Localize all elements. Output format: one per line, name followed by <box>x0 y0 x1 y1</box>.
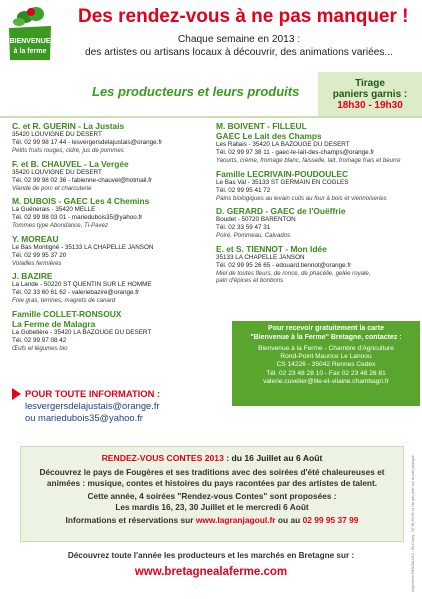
contes-dates-line1: Cette année, 4 soirées "Rendez-vous Contes" sont proposées : <box>87 491 337 501</box>
producer-entry <box>12 121 212 155</box>
resa-phone: 02 99 95 37 99 <box>302 515 359 525</box>
contes-heading-dates: : du 16 Juillet au 6 Août <box>223 453 323 463</box>
producer-address: La Lande - 50220 ST QUENTIN SUR LE HOMME <box>12 281 152 289</box>
arrow-right-icon <box>12 388 21 400</box>
producer-products: pain d'épices et bonbons <box>216 277 284 285</box>
tirage-line2: paniers garnis : <box>332 89 408 100</box>
producers-right-column <box>216 121 420 289</box>
producer-entry <box>12 234 212 268</box>
producer-contact: Tél. 02 99 95 41 72 <box>216 186 271 194</box>
producer-entry <box>12 271 212 305</box>
cta-line2: "Bienvenue à la Ferme" Bretagne, contactez : <box>250 333 402 341</box>
printer-credit <box>411 452 419 592</box>
tirage-time: 18h30 - 19h30 <box>337 100 403 111</box>
tirage-line1: Tirage <box>355 78 385 89</box>
page-title: Des rendez-vous à ne pas manquer ! <box>78 6 409 27</box>
producer-name: Famille LECRIVAIN-POUDOULEC <box>216 168 348 179</box>
logo-line2: à la ferme <box>13 48 47 55</box>
producer-products: Œufs et légumes bio <box>12 344 68 352</box>
contes-description: Découvrez le pays de Fougères et ses traditions avec des soirées d'été chaleureuses et animées : musique, contes et histoires du pays racontées par des artistes de talent. <box>39 467 385 488</box>
cta-email-link[interactable]: valerie.cuvelier@ille-et-vilaine.chambagri.fr <box>263 377 389 385</box>
producers-left-column <box>12 121 212 357</box>
producer-contact: Tél. 02 33 60 61 62 - valeriebazire@orange.fr <box>12 289 140 297</box>
resa-prefix: Informations et réservations sur <box>65 515 196 525</box>
producer-name: M. DUBOIS - GAEC Les 4 Chemins <box>12 196 150 207</box>
producer-address: Boudet - 50720 BARENTON <box>216 216 296 224</box>
producer-entry <box>216 206 420 240</box>
producer-address: Le Bas Val - 35133 ST GERMAIN EN COGLES <box>216 178 349 186</box>
carte-request-box <box>232 321 420 406</box>
producer-products: Viande de porc et charcuterie <box>12 184 92 192</box>
producer-entry <box>12 196 212 230</box>
producer-products: Petits fruits rouges, cidre, jus de pommes <box>12 147 124 154</box>
bottom-website-link[interactable]: www.bretagnealaferme.com <box>134 566 288 578</box>
producer-name: Y. MOREAU <box>12 233 59 244</box>
intro-text <box>60 33 418 59</box>
producer-address: Le Bas Montigné - 35133 LA CHAPELLE JANSON <box>12 243 154 251</box>
producer-contact: Tél. 02 33 59 47 31 <box>216 224 271 232</box>
producer-contact: Tél. 02 99 95 37 20 <box>12 251 67 259</box>
cta-address-2: Rond-Point Maurice Le Lannou <box>280 353 372 361</box>
producer-address: 35420 LOUVIGNE DU DESERT <box>12 168 102 176</box>
bienvenue-a-la-ferme-logo <box>6 4 54 62</box>
producer-products: Volailles fermières <box>12 259 62 267</box>
producer-products: Poiré, Pommeau, Calvados <box>216 232 291 240</box>
cta-line1: Pour recevoir gratuitement la carte <box>268 325 384 332</box>
producer-contact: Tél. 02 99 95 26 65 - edouard.tiennot@orange.fr <box>216 261 352 269</box>
producer-name: D. GERARD - GAEC de l'Ouëffrie <box>216 206 346 217</box>
producer-address: La Gobetière - 35420 LA BAZOUGE DU DESERT <box>12 328 152 336</box>
producer-contact: Tél. 02 99 98 02 36 - fabienne-chauvel@hotmail.fr <box>12 176 153 184</box>
producer-address: Les Rallais - 35420 LA BAZOUGE DU DESERT <box>216 141 350 148</box>
producer-entry <box>12 309 212 353</box>
producer-farm-name: GAEC Le Lait des Champs <box>216 131 322 141</box>
producer-contact: Tél. 02 99 97 08 42 <box>12 336 67 344</box>
producer-farm-name: La Ferme de Malagra <box>12 318 96 329</box>
producer-name: E. et S. TIENNOT - Mon Idée <box>216 243 327 254</box>
rendez-vous-contes-box <box>20 446 404 542</box>
producer-name: C. et R. GUERIN - La Justais <box>12 121 125 131</box>
producers-section-title: Les producteurs et leurs produits <box>92 84 300 99</box>
producer-products: Pains biologiques au levain cuits au four à bois et viennoiseries <box>216 194 387 202</box>
resa-mid: ou au <box>275 515 303 525</box>
contes-heading <box>29 452 395 464</box>
producer-contact: Tél. 02 99 98 17 44 - lesvergersdelajustais@orange.fr <box>12 139 163 146</box>
producer-products: Foie gras, terrines, magrets de canard <box>12 297 116 305</box>
contes-heading-red: RENDEZ-VOUS CONTES 2013 <box>101 453 224 463</box>
information-block <box>12 388 222 423</box>
producer-name: J. BAZIRE <box>12 271 53 282</box>
producer-products: Miel de toutes fleurs, de ronce, de phacélie, gelée royale, <box>216 269 371 277</box>
printer-credit-text: Imprimerie DESSALLES - 50 Ducey - 02 96 25 66 44 Ne pas jeter sur la voie publique <box>411 455 415 592</box>
producer-name: Famille COLLET-RONSOUX <box>12 308 122 319</box>
information-email2-link[interactable]: ou mariedubois35@yahoo.fr <box>25 411 143 423</box>
producer-name: F. et B. CHAUVEL - La Vergée <box>12 158 129 169</box>
producer-address: La Guénerais - 35420 MELLE <box>12 206 96 214</box>
cta-address-1: Bienvenue à la Ferme - Chambre d'Agriculture <box>258 345 394 352</box>
intro-line1: Chaque semaine en 2013 : <box>177 34 301 45</box>
producer-address: 35133 LA CHAPELLE JANSON <box>216 253 305 261</box>
information-email1-link[interactable]: lesvergersdelajustais@orange.fr <box>25 400 160 411</box>
bottom-discover-text: Découvrez toute l'année les producteurs et les marchés en Bretagne sur : <box>67 551 355 560</box>
producer-products: Tommes type Abondance, Ti-Pavez <box>12 222 109 230</box>
producer-contact: Tél. 02 99 98 03 01 - mariedubois35@yahoo.fr <box>12 214 143 222</box>
contes-dates-line2: Les mardis 16, 23, 30 Juillet et le mercredi 6 Août <box>115 501 309 512</box>
section-divider <box>0 116 422 118</box>
intro-line2: des artistes ou artisans locaux à découvrir, des animations variées... <box>84 47 394 58</box>
producer-entry <box>216 244 420 285</box>
producer-entry <box>216 169 420 203</box>
producer-products: Yaourts, crème, fromage blanc, faisselle, lait, fromage frais et beurre <box>216 157 401 164</box>
contes-reservation <box>29 515 395 526</box>
tirage-box <box>318 72 422 116</box>
producer-entry <box>12 159 212 193</box>
producer-entry <box>216 121 420 165</box>
cta-phone-fax: Tél. 02 23 48 28 10 - Fax 02 23 48 26 81 <box>266 369 386 377</box>
logo-line1: BIENVENUE <box>9 38 51 45</box>
producer-name: M. BOIVENT - FILLEUL <box>216 121 307 131</box>
information-title: POUR TOUTE INFORMATION : <box>25 388 161 399</box>
producer-address: 35420 LOUVIGNE DU DESERT <box>12 131 102 138</box>
resa-website-link[interactable]: www.lagranjagoul.fr <box>195 515 276 525</box>
producer-contact: Tél. 02 99 97 38 11 - gaec-le-lait-des-champs@orange.fr <box>216 149 375 156</box>
cta-address-3: CS 14226 - 35042 Rennes Cedex <box>276 361 376 369</box>
